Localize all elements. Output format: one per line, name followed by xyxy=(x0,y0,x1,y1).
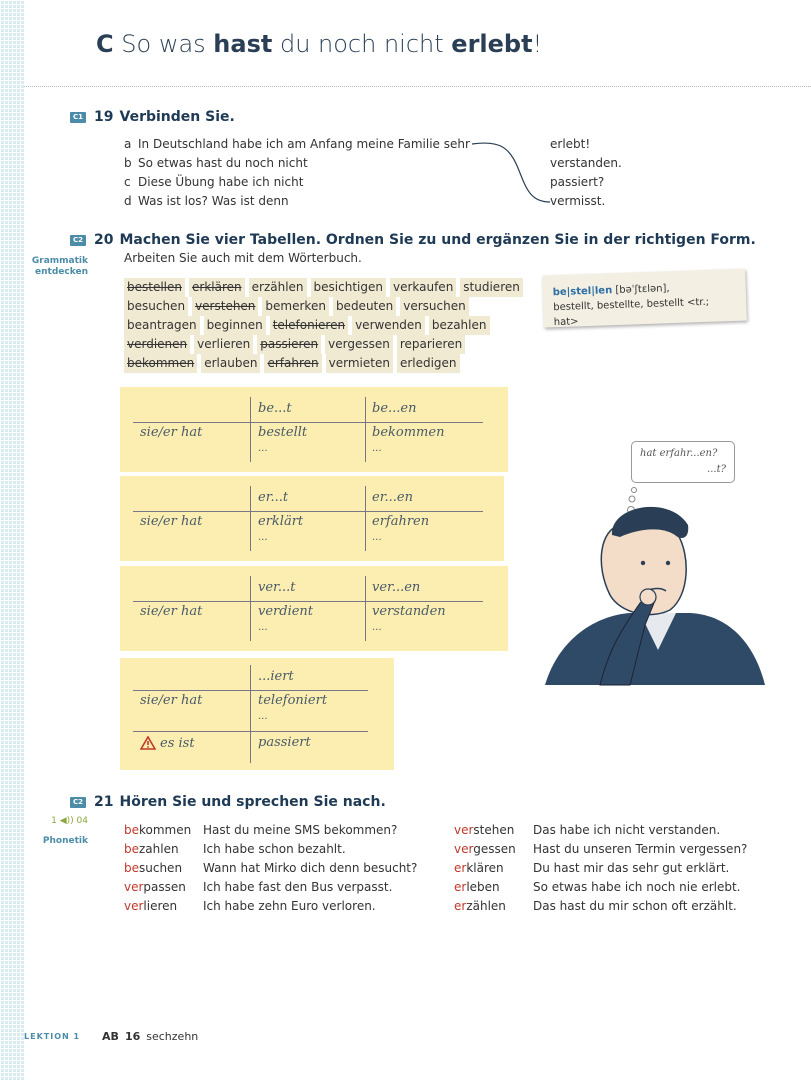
table-header: be...en xyxy=(372,401,417,416)
word-chip: erklären xyxy=(189,278,245,297)
word-chip: bemerken xyxy=(262,297,329,316)
exercise-19-item xyxy=(124,175,303,189)
table-divider xyxy=(250,397,251,462)
exercise-number: 19 xyxy=(94,109,114,125)
page-footer xyxy=(24,1030,198,1043)
table-cell: erfahren xyxy=(372,514,430,529)
grammar-side-label xyxy=(30,256,88,278)
item-text: Was ist los? Was ist denn xyxy=(138,194,289,208)
prefix-highlight: be xyxy=(124,861,139,875)
table-cell: erklärt xyxy=(258,514,304,529)
table-divider xyxy=(250,576,251,641)
table-divider xyxy=(133,422,483,423)
table-cell-blank: ... xyxy=(258,622,268,633)
word-chip: verdienen xyxy=(124,335,190,354)
word-chip: besuchen xyxy=(124,297,188,316)
example-sentence: Du hast mir das sehr gut erklärt. xyxy=(533,861,730,875)
prefix-highlight: be xyxy=(124,842,139,856)
prefix-highlight: ver xyxy=(454,823,474,837)
word-stem: suchen xyxy=(139,861,183,875)
word-chip: verwenden xyxy=(352,316,425,335)
exercise-instruction: Machen Sie vier Tabellen. Ordnen Sie zu und ergänzen Sie in der richtigen Form. xyxy=(119,232,756,248)
prefix-highlight: er xyxy=(454,880,467,894)
table-divider xyxy=(250,486,251,551)
prefix-highlight: ver xyxy=(124,899,144,913)
example-sentence: Hast du meine SMS bekommen? xyxy=(203,823,398,837)
word-chip: bezahlen xyxy=(429,316,490,335)
table-subject: es ist xyxy=(160,736,195,751)
table-cell-blank: ... xyxy=(258,711,268,722)
word-chip: reparieren xyxy=(397,335,465,354)
table-cell: passiert xyxy=(258,735,311,750)
word-box xyxy=(124,278,520,373)
table-cell-blank: ... xyxy=(258,532,268,543)
thinking-man-illustration xyxy=(540,485,780,695)
table-cell-blank: ... xyxy=(372,622,382,633)
word-chip: erfahren xyxy=(264,354,321,373)
connecting-line xyxy=(470,138,552,208)
bubble-line: ...t? xyxy=(707,464,726,475)
word-chip: besichtigen xyxy=(311,278,386,297)
table-subject: sie/er hat xyxy=(140,693,203,708)
phonetics-word xyxy=(454,842,516,856)
word-chip: verkaufen xyxy=(390,278,456,297)
table-header: er...en xyxy=(372,490,413,505)
phonetics-word xyxy=(124,842,179,856)
exercise-19-item xyxy=(124,156,308,170)
prefix-highlight: er xyxy=(454,861,467,875)
exercise-19-item xyxy=(124,194,289,208)
exercise-number: 21 xyxy=(94,794,114,810)
title-part: ! xyxy=(532,30,543,58)
item-letter: b xyxy=(124,156,132,170)
header-divider xyxy=(24,86,811,87)
word-chip: passieren xyxy=(257,335,321,354)
exercise-19-answer: vermisst. xyxy=(550,194,606,208)
table-divider xyxy=(365,576,366,641)
phonetics-word xyxy=(454,823,514,837)
phonetics-word xyxy=(124,823,191,837)
word-line xyxy=(124,278,520,297)
table-header: ver...en xyxy=(372,580,421,595)
word-stem: klären xyxy=(466,861,504,875)
example-sentence: Hast du unseren Termin vergessen? xyxy=(533,842,748,856)
page-number-word: sechzehn xyxy=(146,1030,199,1043)
phonetics-word xyxy=(124,880,186,894)
word-chip: beantragen xyxy=(124,316,200,335)
exercise-instruction: Hören Sie und sprechen Sie nach. xyxy=(119,794,386,810)
word-chip: bekommen xyxy=(124,354,197,373)
title-bold: hast xyxy=(213,30,273,58)
example-sentence: Ich habe zehn Euro verloren. xyxy=(203,899,376,913)
exercise-19-answer: passiert? xyxy=(550,175,605,189)
word-line xyxy=(124,297,514,316)
item-text: In Deutschland habe ich am Anfang meine Familie sehr xyxy=(138,137,470,151)
table-subject: sie/er hat xyxy=(140,604,203,619)
thought-bubble xyxy=(631,441,735,483)
item-letter: d xyxy=(124,194,132,208)
title-part: du noch nicht xyxy=(272,30,452,58)
word-chip: erzählen xyxy=(249,278,307,297)
example-sentence: Ich habe schon bezahlt. xyxy=(203,842,346,856)
example-sentence: So etwas habe ich noch nie erlebt. xyxy=(533,880,741,894)
word-chip: studieren xyxy=(460,278,523,297)
table-cell: verdient xyxy=(258,604,314,619)
exercise-19-answer: verstanden. xyxy=(550,156,622,170)
table-cell-blank: ... xyxy=(372,532,382,543)
audio-track-label[interactable]: 1 ◀)) 04 xyxy=(51,816,88,826)
dictionary-pronunciation: [bəˈʃtɛlən], xyxy=(615,283,670,297)
word-chip: bedeuten xyxy=(333,297,396,316)
table-tape xyxy=(120,658,394,770)
warning-icon xyxy=(140,735,156,754)
side-label-line: entdecken xyxy=(35,267,88,277)
phonetics-word xyxy=(124,899,177,913)
item-letter: c xyxy=(124,175,131,189)
page-title xyxy=(96,30,542,58)
exercise-instruction: Verbinden Sie. xyxy=(119,109,235,125)
phonetics-word xyxy=(454,899,506,913)
item-letter: a xyxy=(124,137,132,151)
phonetics-word xyxy=(454,880,500,894)
word-stem: zahlen xyxy=(139,842,179,856)
table-header: be...t xyxy=(258,401,292,416)
table-divider xyxy=(133,690,368,691)
item-text: So etwas hast du noch nicht xyxy=(138,156,308,170)
word-chip: verstehen xyxy=(192,297,258,316)
phonetics-word xyxy=(454,861,504,875)
word-line xyxy=(124,316,514,335)
item-text: Diese Übung habe ich nicht xyxy=(138,175,304,189)
table-cell-blank: ... xyxy=(372,443,382,454)
word-chip: beginnen xyxy=(204,316,266,335)
section-letter: C xyxy=(96,30,114,58)
word-stem: leben xyxy=(466,880,500,894)
table-divider xyxy=(365,486,366,551)
table-header: ver...t xyxy=(258,580,296,595)
exercise-21-heading xyxy=(70,794,386,810)
title-part: So was xyxy=(121,30,214,58)
exercise-number: 20 xyxy=(94,232,114,248)
table-subject: sie/er hat xyxy=(140,425,203,440)
table-cell-blank: ... xyxy=(258,443,268,454)
example-sentence: Das hast du mir schon oft erzählt. xyxy=(533,899,737,913)
bubble-line: hat erfahr...en? xyxy=(640,448,718,459)
table-header: ...iert xyxy=(258,669,294,684)
example-sentence: Wann hat Mirko dich denn besucht? xyxy=(203,861,418,875)
prefix-highlight: be xyxy=(124,823,139,837)
word-line xyxy=(124,354,514,373)
lesson-label: LEKTION 1 xyxy=(24,1032,81,1041)
word-chip: erlauben xyxy=(201,354,260,373)
level-tag: C1 xyxy=(70,112,86,123)
exercise-20-heading xyxy=(70,232,756,248)
table-divider xyxy=(133,511,483,512)
exercise-19-answer: erlebt! xyxy=(550,137,591,151)
table-cell: bestellt xyxy=(258,425,308,440)
level-tag: C2 xyxy=(70,797,86,808)
table-cell: verstanden xyxy=(372,604,446,619)
workbook-label: AB xyxy=(102,1030,119,1043)
table-divider xyxy=(365,397,366,462)
word-chip: vergessen xyxy=(325,335,393,354)
exercise-subinstruction: Arbeiten Sie auch mit dem Wörterbuch. xyxy=(124,251,362,265)
exercise-19-item xyxy=(124,137,470,151)
word-chip: erledigen xyxy=(397,354,460,373)
word-stem: passen xyxy=(143,880,186,894)
word-chip: verlieren xyxy=(194,335,253,354)
prefix-highlight: er xyxy=(454,899,467,913)
word-stem: stehen xyxy=(473,823,515,837)
word-chip: telefonieren xyxy=(270,316,348,335)
table-cell: bekommen xyxy=(372,425,445,440)
example-sentence: Ich habe fast den Bus verpasst. xyxy=(203,880,393,894)
dictionary-headword: be|stel|len xyxy=(552,285,613,299)
dictionary-entry xyxy=(542,268,747,327)
phonetics-side-label: Phonetik xyxy=(42,836,88,846)
table-divider xyxy=(133,601,483,602)
page-number: 16 xyxy=(124,1030,141,1043)
example-sentence: Das habe ich nicht verstanden. xyxy=(533,823,721,837)
table-divider xyxy=(133,731,368,732)
left-margin-strip xyxy=(0,0,24,1080)
word-stem: kommen xyxy=(139,823,192,837)
word-stem: zählen xyxy=(466,899,506,913)
dictionary-forms: bestellt, bestellte, bestellt <tr.; hat> xyxy=(553,296,710,329)
table-cell: telefoniert xyxy=(258,693,328,708)
word-line xyxy=(124,335,514,354)
table-subject: sie/er hat xyxy=(140,514,203,529)
word-chip: bestellen xyxy=(124,278,185,297)
word-chip: versuchen xyxy=(400,297,468,316)
word-stem: lieren xyxy=(143,899,178,913)
level-tag: C2 xyxy=(70,235,86,246)
side-label-line: Grammatik xyxy=(31,256,88,266)
word-chip: vermieten xyxy=(326,354,393,373)
prefix-highlight: ver xyxy=(454,842,474,856)
exercise-19-heading xyxy=(70,109,235,125)
title-bold: erlebt xyxy=(451,30,533,58)
table-divider xyxy=(250,665,251,763)
word-stem: gessen xyxy=(473,842,516,856)
table-header: er...t xyxy=(258,490,289,505)
prefix-highlight: ver xyxy=(124,880,144,894)
phonetics-word xyxy=(124,861,182,875)
